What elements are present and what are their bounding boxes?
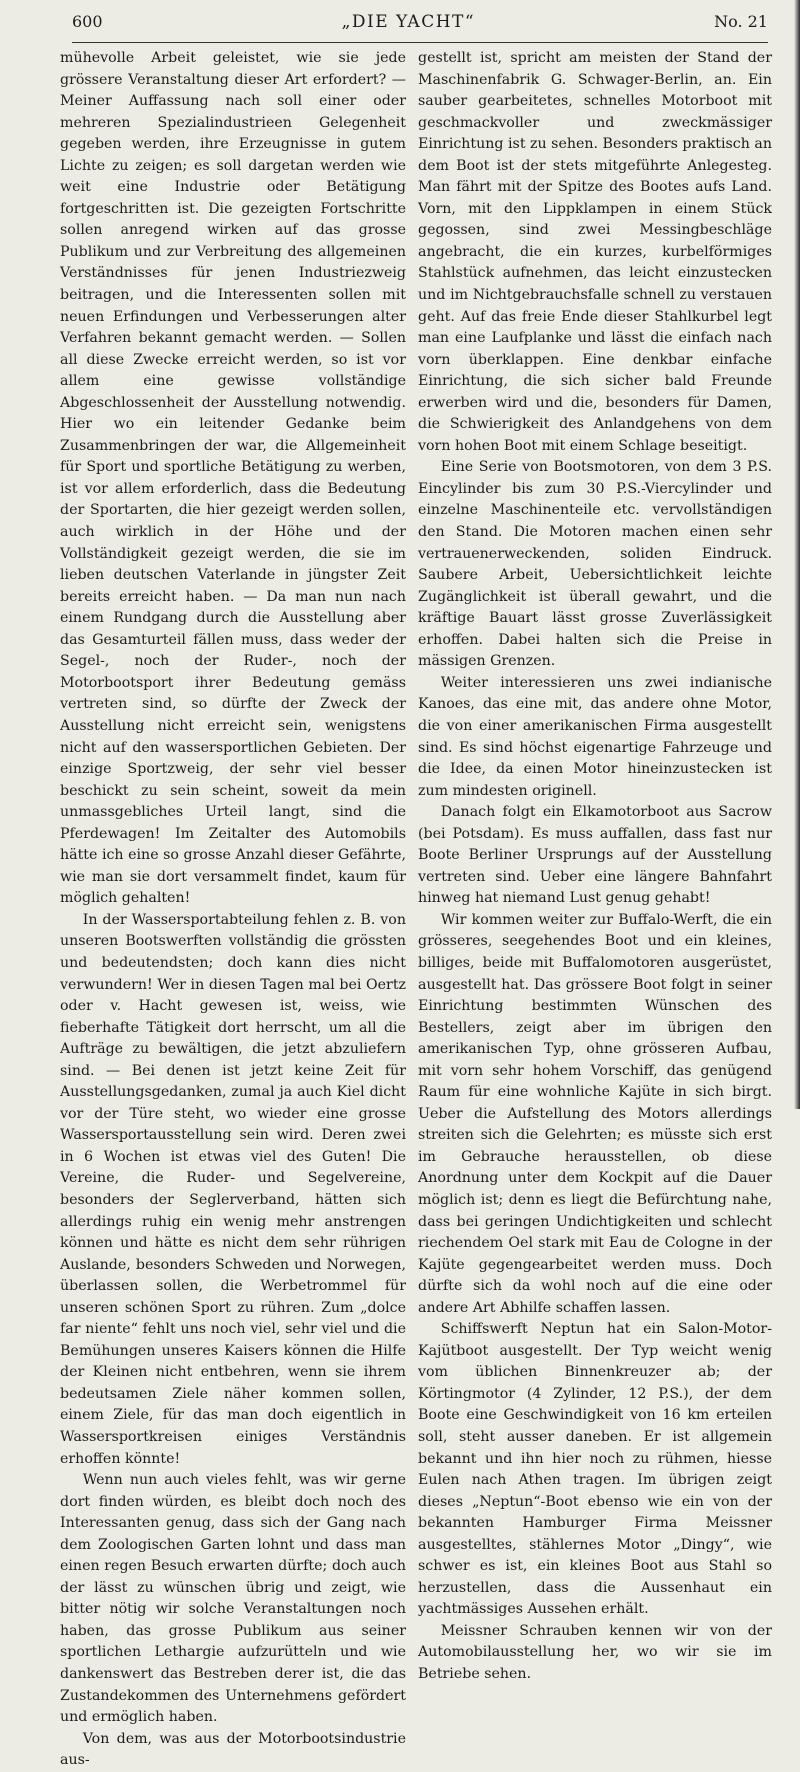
paragraph: Eine Serie von Bootsmotoren, von dem 3 P.S. Eincylinder bis zum 30 P.S.-Viercylinder und einzelne Maschinenteile etc. vervollständigen den Stand. Die Motoren machen einen sehr vertrauenerweckenden, soliden Eindruck. Saubere Arbeit, Uebersichtlichkeit leichte Zugänglichkeit ist überall gewahrt, und die kräftige Bauart lässt grosse Zuverlässigkeit erhoffen. Dabei halten sich die Preise in mässigen Grenzen.: [418, 459, 772, 670]
paragraph: Schiffswerft Neptun hat ein Salon-Motor-Kajütboot ausgestellt. Der Typ weicht wenig vom üblichen Binnenkreuzer ab; der Körtingmotor (4 Zylinder, 12 P.S.), der dem Boote eine Geschwindigkeit von 16 km erteilen soll, steht ausser daneben. Er ist allgemein bekannt und ihn hier noch zu rühmen, hiesse Eulen nach Athen tragen. Im übrigen zeigt dieses „Neptun“-Boot ebenso wie ein von der bekannten Hamburger Firma Meissner ausgestelltes, stählernes Motor „Dingy“, wie schwer es ist, ein kleines Boot aus Stahl so herzustellen, dass die Aussenhaut ein yachtmässiges Aussehen erhält.: [418, 1321, 772, 1618]
page-edge-shadow: [794, 0, 800, 1109]
magazine-title: „DIE YACHT“: [341, 12, 476, 32]
page-header: [72, 12, 768, 43]
paragraph: Danach folgt ein Elkamotorboot aus Sacrow (bei Potsdam). Es muss auffallen, dass fast nur Boote Berliner Ursprungs auf der Ausstellung vertreten sind. Ueber eine längere Bahnfahrt hinweg hat niemand Lust genug gehabt!: [418, 804, 772, 907]
paragraph: Wenn nun auch vieles fehlt, was wir gerne dort finden würden, es bleibt doch noch des Interessanten genug, dass sich der Gang nach dem Zoologischen Garten lohnt und dass man einen regen Besuch erwarten dürfte; doch auch der lässt zu wünschen übrig und zeigt, wie bitter nötig wir solche Veranstaltungen noch haben, das grosse Publikum aus seiner sportlichen Lethargie aufzurütteln und wie dankenswert das Bestreben derer ist, die das Zustandekommen des Unternehmens gefördert und ermöglich haben.: [60, 1472, 406, 1726]
page-number: 600: [72, 12, 103, 31]
right-column: [418, 48, 772, 1683]
paragraph: Weiter interessieren uns zwei indianische Kanoes, das eine mit, das andere ohne Motor, die von einer amerikanischen Firma ausgestellt sind. Es sind höchst eigenartige Fahrzeuge und die Idee, da einen Motor hineinzustecken ist zum mindesten originell.: [418, 674, 772, 799]
paragraph: Meissner Schrauben kennen wir von der Automobilausstellung her, wo wir sie im Betriebe sehen.: [418, 1622, 772, 1683]
paragraph: Wir kommen weiter zur Buffalo-Werft, die ein grösseres, seegehendes Boot und ein kleines, billiges, beide mit Buffalomotoren ausgerüstet, ausgestellt hat. Das grössere Boot folgt in seiner Einrichtung bestimmten Wünschen des Bestellers, zeigt aber im übrigen den amerikanischen Typ, ohne grösseren Aufbau, mit vorn sehr hohem Vorschiff, das genügend Raum für eine wohnliche Kajüte in sich birgt. Ueber die Aufstellung des Motors allerdings streiten sich die Gelehrten; es müsste sich erst im Gebrauche herausstellen, ob diese Anordnung unter dem Kockpit auf die Dauer möglich ist; denn es liegt die Befürchtung nahe, dass bei geringen Undichtigkeiten und schlecht riechendem Oel stark mit Eau de Cologne in der Kajüte gegengearbeitet werden muss. Doch dürfte sich da wohl noch auf die eine oder andere Art Abhilfe schaffen lassen.: [418, 911, 772, 1316]
paragraph: gestellt ist, spricht am meisten der Stand der Maschinenfabrik G. Schwager-Berlin, an. Ein sauber gearbeitetes, schnelles Motorboot mit geschmackvoller und zweckmässiger Einrichtung ist zu sehen. Besonders praktisch an dem Boot ist der stets mitgeführte Anlegesteg. Man fährt mit der Spitze des Bootes aufs Land. Vorn, mit den Lippklampen in einem Stück gegossen, sind zwei Messingbeschläge angebracht, die ein kurzes, kurbelförmiges Stahlstück aufnehmen, das leicht einzustecken und im Nichtgebrauchsfalle schnell zu verstauen geht. Auf das freie Ende dieser Stahlkurbel legt man eine Laufplanke und lässt die einfach nach vorn überklappen. Eine denkbar einfache Einrichtung, die sich sicher bald Freunde erwerben wird und die, besonders für Damen, die Schwierigkeit des Anlandgehens von dem vorn hohen Boot mit einem Schlage beseitigt.: [418, 50, 772, 454]
paragraph: mühevolle Arbeit geleistet, wie sie jede grössere Veranstaltung dieser Art erfordert? — Meiner Auffassung nach soll einer oder mehreren Spezialindustrieen Gelegenheit gegeben werden, ihre Erzeugnisse in gutem Lichte zu zeigen; es soll dargetan werden wie weit eine Industrie oder Betätigung fortgeschritten ist. Die gezeigten Fortschritte sollen anregend wirken auf das grosse Publikum und zur Verbreitung des allgemeinen Verständnisses für jenen Industriezweig beitragen, und die Interessenten sollen mit neuen Erfindungen und Verbesserungen alter Verfahren bekannt gemacht werden. — Sollen all diese Zwecke erreicht werden, so ist vor allem eine gewisse vollständige Abgeschlossenheit der Ausstellung notwendig. Hier wo ein leitender Gedanke beim Zusammenbringen der war, die Allgemeinheit für Sport und sportliche Betätigung zu werben, ist vor allem erforderlich, dass die Bedeutung der Sportarten, die hier gezeigt werden sollen, auch wirklich in der Höhe und der Vollständigkeit gezeigt werden, die sie im lieben deutschen Vaterlande in jüngster Zeit bereits erreicht haben. — Da man nun nach einem Rundgang durch die Ausstellung aber das Gesamturteil fällen muss, dass weder der Segel-, noch der Ruder-, noch der Motorbootsport ihrer Bedeutung gemäss vertreten sind, so dürfte der Zweck der Ausstellung nicht erreicht sein, wenigstens nicht auf den wassersportlichen Gebieten. Der einzige Sportzweig, der sehr viel besser beschickt zu sein scheint, soweit da mein unmassgebliches Urteil langt, sind die Pferdewagen! Im Zeitalter des Automobils hätte ich eine so grosse Anzahl dieser Gefährte, wie man sie dort versammelt findet, kaum für möglich gehalten!: [60, 50, 406, 907]
paragraph: In der Wassersportabteilung fehlen z. B. von unseren Bootswerften vollständig die grössten und bedeutendsten; doch kann dies nicht verwundern! Wer in diesen Tagen mal bei Oertz oder v. Hacht gewesen ist, weiss, wie fieberhafte Tätigkeit dort herrscht, um all die Aufträge zu bewältigen, die jetzt abzuliefern sind. — Bei denen ist jetzt keine Zeit für Ausstellungsgedanken, zumal ja auch Kiel dicht vor der Türe steht, wo wieder eine grosse Wassersportausstellung sein wird. Deren zwei in 6 Wochen ist etwas viel des Guten! Die Vereine, die Ruder- und Segelvereine, besonders der Seglerverband, hätten sich allerdings ruhig ein wenig mehr anstrengen können und hätte es nicht dem sehr rührigen Auslande, besonders Schweden und Norwegen, überlassen sollen, die Werbetrommel für unseren schönen Sport zu rühren. Zum „dolce far niente“ fehlt uns noch viel, sehr viel und die Bemühungen unseres Kaisers können die Hilfe der Kleinen nicht entbehren, wenn sie ihrem bedeutsamen Ziele näher kommen sollen, einem Ziele, für das man doch eigentlich in Wassersportkreisen einiges Verständnis erhoffen könnte!: [60, 911, 406, 1467]
issue-number: No. 21: [714, 12, 768, 31]
left-column: [60, 48, 406, 1769]
paragraph: Von dem, was aus der Motorbootsindustrie aus-: [60, 1730, 406, 1769]
